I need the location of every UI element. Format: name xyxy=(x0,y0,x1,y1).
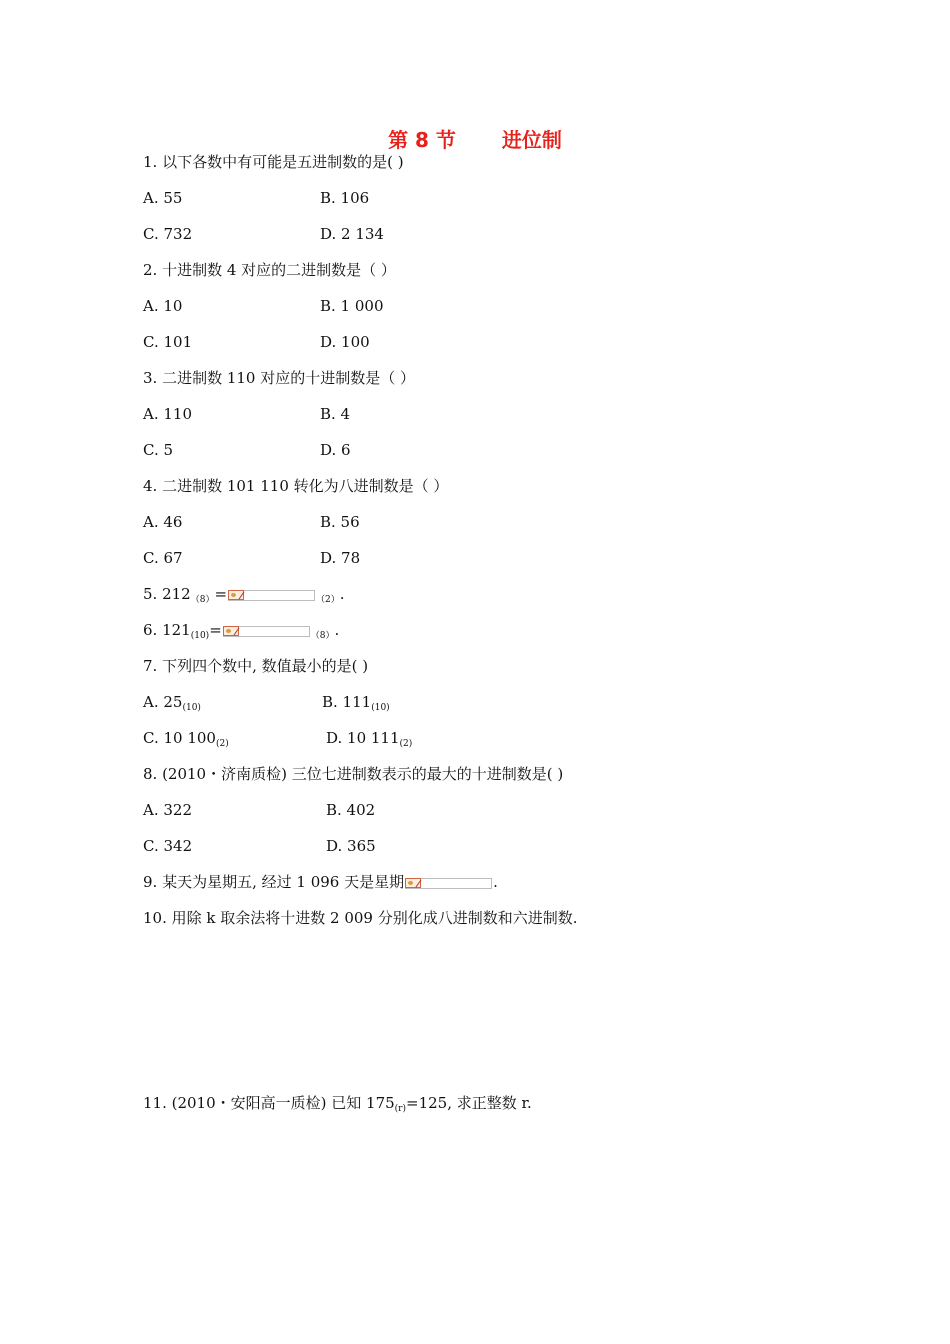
question-5: 5. $212_{(8)}=$ $_{(2)}$. xyxy=(143,585,345,605)
question-1-option-d: D. 2 134 xyxy=(320,225,384,243)
question-3-option-b: B. 4 xyxy=(320,405,351,423)
question-1-stem: 1. 以下各数中有可能是五进制数的是( ) xyxy=(143,153,404,171)
question-4-option-a: A. 46 xyxy=(143,513,183,531)
question-3-option-c: C. 5 xyxy=(143,441,174,459)
question-4-option-c: C. 67 xyxy=(143,549,183,567)
answer-blank[interactable] xyxy=(223,626,310,637)
question-1-option-c: C. 732 xyxy=(143,225,193,243)
question-4-option-b: B. 56 xyxy=(320,513,360,531)
question-3-option-a: A. 110 xyxy=(143,405,192,423)
question-8-option-c: C. 342 xyxy=(143,837,193,855)
question-8-option-d: D. 365 xyxy=(326,837,376,855)
question-8-option-a: A. 322 xyxy=(143,801,192,819)
question-7-option-a: A. $25_{(10)}$ xyxy=(143,693,201,713)
question-2-stem: 2. 十进制数 4 对应的二进制数是（ ） xyxy=(143,261,396,279)
question-7-option-d: D. 10 $111_{(2)}$ xyxy=(326,729,413,749)
question-3-option-d: D. 6 xyxy=(320,441,351,459)
question-6: 6. $121_{(10)}=$ $_{(8)}$. xyxy=(143,621,340,641)
question-2-option-a: A. 10 xyxy=(143,297,183,315)
answer-blank[interactable] xyxy=(405,878,492,889)
question-2-option-c: C. 101 xyxy=(143,333,193,351)
page-title xyxy=(0,124,950,153)
question-9: 9. 某天为星期五, 经过 1 096 天是星期 . xyxy=(143,873,498,891)
question-2-option-b: B. 1 000 xyxy=(320,297,384,315)
question-11: 11. (2010・安阳高一质检) 已知 $175_{(r)}=125$, 求正整数 r. xyxy=(143,1094,532,1114)
image-placeholder-icon xyxy=(223,626,239,636)
question-1-option-a: A. 55 xyxy=(143,189,183,207)
question-7-stem: 7. 下列四个数中, 数值最小的是( ) xyxy=(143,657,369,675)
section-number: 第 8 节 xyxy=(388,128,456,152)
image-placeholder-icon xyxy=(405,878,421,888)
question-1-option-b: B. 106 xyxy=(320,189,370,207)
question-10: 10. 用除 k 取余法将十进数 2 009 分别化成八进制数和六进制数. xyxy=(143,909,578,927)
question-8-stem: 8. (2010・济南质检) 三位七进制数表示的最大的十进制数是( ) xyxy=(143,765,564,783)
question-8-option-b: B. 402 xyxy=(326,801,376,819)
answer-blank[interactable] xyxy=(228,590,315,601)
question-3-stem: 3. 二进制数 110 对应的十进制数是（ ） xyxy=(143,369,416,387)
question-4-option-d: D. 78 xyxy=(320,549,361,567)
question-7-option-c: C. 10 $100_{(2)}$ xyxy=(143,729,229,749)
image-placeholder-icon xyxy=(228,590,244,600)
question-7-option-b: B. $111_{(10)}$ xyxy=(322,693,390,713)
section-topic: 进位制 xyxy=(501,128,562,152)
question-4-stem: 4. 二进制数 101 110 转化为八进制数是（ ） xyxy=(143,477,449,495)
question-2-option-d: D. 100 xyxy=(320,333,370,351)
